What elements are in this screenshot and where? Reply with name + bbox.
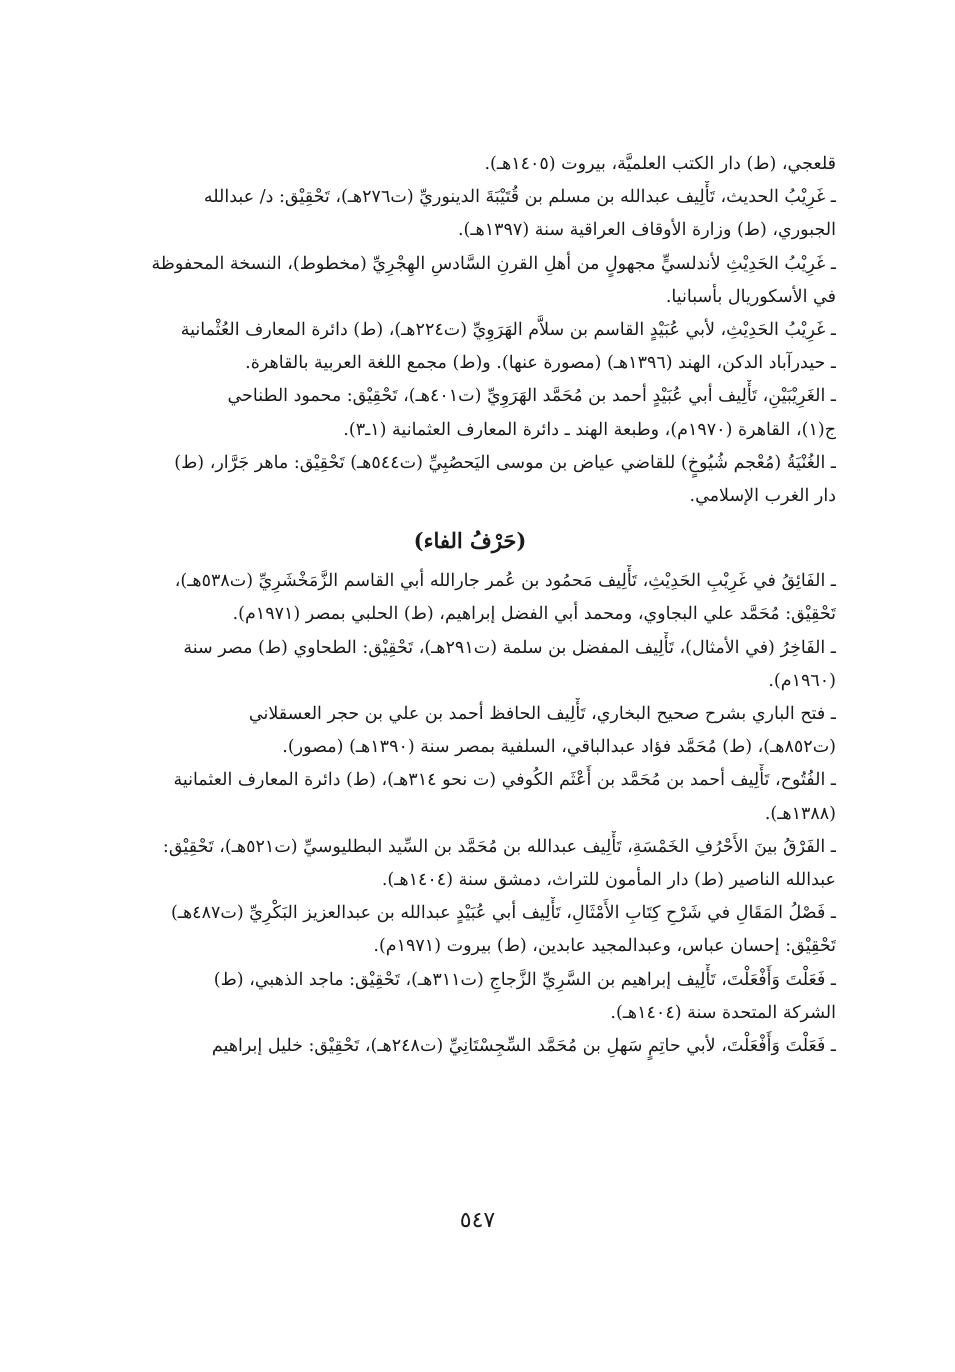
- entry-line: الشركة المتحدة سنة (١٤٠٤هـ).: [610, 1002, 836, 1023]
- entries-after-section: [104, 565, 836, 1063]
- bibliography-entry: [104, 632, 836, 698]
- bibliography-entry: [104, 831, 836, 897]
- entry-line: تَحْقِيْق: مُحَمَّد علي البجاوي، ومحمد أبي الفضل إبراهيم، (ط) الحلبي بمصر (١٩٧١م).: [232, 604, 836, 625]
- page-body: [104, 148, 836, 1063]
- entry-line: ـ الفُتُوح، تَأْلِيف أحمد بن مُحَمَّد بن أَعْثَم الكُوفي (ت نحو ٣١٤هـ)، (ط) دائرة المعارف العثمانية: [173, 770, 836, 791]
- entry-line: ج(١)، القاهرة (١٩٧٠م)، وطبعة الهند ـ دائرة المعارف العثمانية (١ـ٣).: [343, 419, 836, 440]
- bibliography-entry: [104, 964, 836, 1030]
- entry-line: ـ غَرِيْبُ الحديث، تَأْلِيف عبدالله بن مسلم بن قُتَيْبَةَ الدينوريِّ (ت٢٧٦هـ)، تَحْقِيْق: د/ عبدالله: [203, 187, 836, 208]
- bibliography-entry: [104, 897, 836, 963]
- bibliography-entry: [104, 148, 836, 181]
- entry-line: في الأسكوريال بأسبانيا.: [665, 286, 836, 307]
- entry-line: ـ الغُنْيَةُ (مُعْجم شُيُوخٍ) للقاضي عياض بن موسى اليَحصُبِيِّ (ت٥٤٤هـ) تَحْقِيْق: ماهر جَرَّار، (ط): [174, 452, 836, 473]
- entry-line: ـ حيدرآباد الدكن، الهند (١٣٩٦هـ) (مصورة عنها). و(ط) مجمع اللغة العربية بالقاهرة.: [245, 353, 836, 374]
- entry-line: ـ فَعَلْتَ وَأَفْعَلْتَ، تَأْلِيف إبراهيم بن السَّرِيِّ الزَّجاجِ (ت٣١١هـ)، تَحْقِيْق: ماجد الذهبي، (ط): [213, 969, 836, 990]
- entry-line: ـ غَرِيْبُ الحَدِيْثِ، لأبي عُبَيْدٍ القاسم بن سلاَّم الهَرَوِيِّ (ت٢٢٤هـ)، (ط) دائرة المعارف العُثْمانية: [180, 320, 836, 341]
- section-title: (حَرْفُ الفاء): [413, 528, 527, 554]
- entry-line: دار الغرب الإسلامي.: [689, 486, 836, 507]
- entry-line: (١٩٦٠م).: [768, 670, 836, 691]
- bibliography-entry: [104, 764, 836, 830]
- entry-line: قلعجي، (ط) دار الكتب العلميَّة، بيروت (١٤٠٥هـ).: [484, 154, 836, 174]
- entry-line: تَحْقِيْق: إحسان عباس، وعبدالمجيد عابدين، (ط) بيروت (١٩٧١م).: [373, 936, 836, 957]
- bibliography-entry: [104, 181, 836, 247]
- entries-before-section: [104, 148, 836, 513]
- page-number: ٥٤٧: [459, 1208, 496, 1233]
- bibliography-entry: [104, 248, 836, 314]
- bibliography-entry: [104, 447, 836, 513]
- entry-line: ـ الغَرِيْبَيْنِ، تَأْلِيف أبي عُبَيْدٍ أحمد بن مُحَمَّد الهَرَوِيِّ (ت٤٠١هـ)، تَحْقِيْق: محمود الطناحي: [227, 386, 836, 407]
- entry-line: ـ غَرِيْبُ الحَدِيْثِ لأندلسيٍّ مجهولٍ من أهلِ القرنِ السَّادسِ الهِجْرِيِّ (مخطوط)، النسخة المحفوظة: [151, 253, 836, 274]
- bibliography-entry: [104, 314, 836, 380]
- entry-line: ـ فَصْلُ المَقَالِ في شَرْحِ كِتَابِ الأَمْثَالِ، تَأْلِيف أبي عُبَيْدٍ عبدالله بن عبدالعزيز البَكْرِيِّ (ت٤٨٧هـ): [170, 903, 836, 924]
- entry-line: ـ فتح الباري بشرح صحيح البخاري، تَأْلِيف الحافظ أحمد بن علي بن حجر العسقلاني: [248, 704, 836, 725]
- bibliography-entry: [104, 1030, 836, 1063]
- bibliography-entry: [104, 698, 836, 764]
- bibliography-entry: [104, 565, 836, 631]
- entry-line: عبدالله الناصير (ط) دار المأمون للتراث، دمشق سنة (١٤٠٤هـ).: [381, 870, 836, 891]
- entry-line: ـ الفَرْقُ بينَ الأَحْرُفِ الخَمْسَةِ، تَأْلِيف عبدالله بن مُحَمَّد بن السِّيد البطليوسيِّ (ت٥٢١هـ)، تَحْقِيْق:: [162, 836, 836, 857]
- bibliography-entry: [104, 380, 836, 446]
- entry-line: ـ الفَاخِرُ (في الأمثال)، تَأْلِيف المفضل بن سلمة (ت٢٩١هـ)، تَحْقِيْق: الطحاوي (ط) مصر سنة: [183, 637, 836, 658]
- entry-line: ـ فَعَلْتَ وَأَفْعَلْتَ، لأبي حاتِمٍ سَهلِ بن مُحَمَّد السِّجِسْتَانِيِّ (ت٢٤٨هـ)، تَحْقِيْق: خليل إبراهيم: [211, 1036, 836, 1057]
- entry-line: (١٣٨٨هـ).: [764, 803, 836, 824]
- entry-line: ـ الفَائِقُ في غَرِيْبِ الحَدِيْثِ، تَأْلِيف مَحمُود بن عُمر جارالله أبي القاسم الزَّمَخْشَرِيِّ (ت٥٣٨هـ)،: [174, 571, 836, 592]
- entry-line: الجبوري، (ط) وزارة الأوقاف العراقية سنة (١٣٩٧هـ).: [457, 220, 836, 241]
- entry-line: (ت٨٥٢هـ)، (ط) مُحَمَّد فؤاد عبدالباقي، السلفية بمصر سنة (١٣٩٠هـ) (مصور).: [282, 737, 836, 758]
